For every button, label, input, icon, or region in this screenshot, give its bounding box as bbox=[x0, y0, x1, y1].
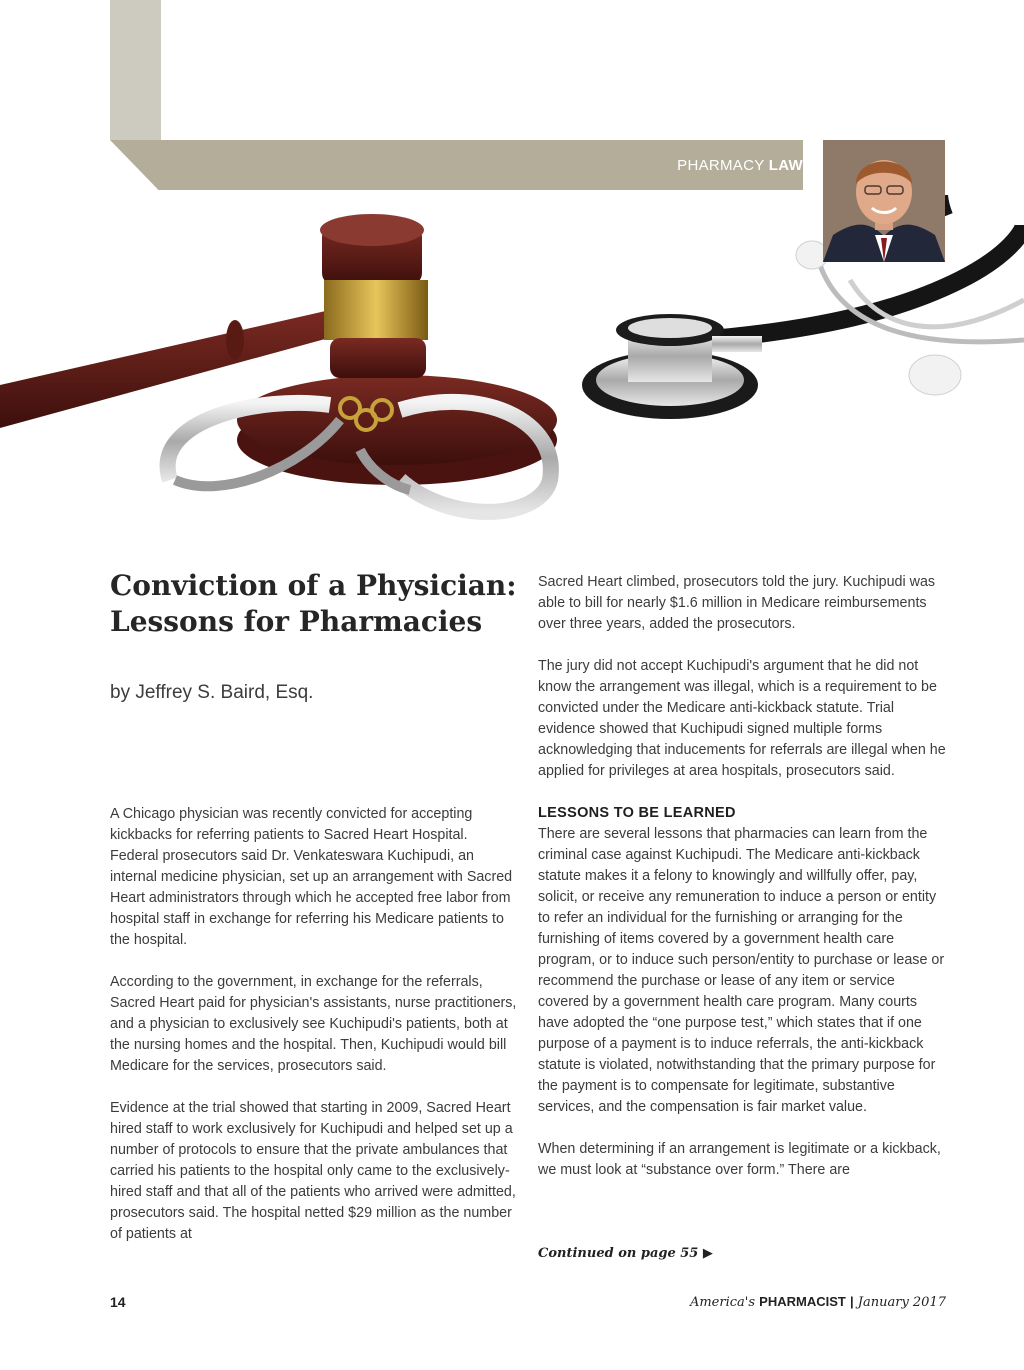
section-subheading: LESSONS TO BE LEARNED bbox=[538, 805, 736, 821]
header-accent-bar bbox=[110, 0, 161, 140]
article-column-left bbox=[110, 804, 520, 1266]
article-column-right bbox=[538, 572, 948, 1202]
body-paragraph: Sacred Heart climbed, prosecutors told the jury. Kuchipudi was able to bill for nearly $1.6 million in Medicare reimbursements over three years, added the prosecutors. bbox=[538, 574, 936, 632]
continued-link[interactable]: Continued on page 55 ▶ bbox=[538, 1246, 713, 1261]
section-label bbox=[677, 157, 803, 174]
issue-date: January 2017 bbox=[857, 1295, 946, 1310]
section-label-bold: LAW bbox=[768, 157, 803, 174]
section-label-light: PHARMACY bbox=[677, 157, 765, 174]
body-paragraph: Evidence at the trial showed that starting in 2009, Sacred Heart hired staff to work exclusively for Kuchipudi and helped set up a number of protocols to ensure that the private ambulances that carried his patients to the hospital only came to the exclusively-hired staff and that all of the patients who arrived were admitted, prosecutors said. The hospital netted $29 million as the number of patients at bbox=[110, 1100, 516, 1242]
article-byline: by Jeffrey S. Baird, Esq. bbox=[110, 682, 314, 703]
magazine-name-italic: America's bbox=[689, 1295, 756, 1310]
author-photo bbox=[823, 140, 945, 262]
footer-publication bbox=[690, 1294, 946, 1310]
body-paragraph: A Chicago physician was recently convicted for accepting kickbacks for referring patients to Sacred Heart Hospital. Federal prosecutors said Dr. Venkateswara Kuchipudi, an internal medicine physician, set up an arrangement with Sacred Heart administrators through which he accepted free labor from hospital staff in exchange for referring his Medicare patients to the hospital. bbox=[110, 806, 513, 948]
footer-separator: | bbox=[849, 1294, 854, 1309]
body-paragraph: There are several lessons that pharmacies can learn from the criminal case against Kuchipudi. The Medicare anti-kickback statute makes it a felony to knowingly and willfully offer, pay, solicit, or receive any remuneration to induce a person or entity to refer an individual for the furnishing or arranging for the furnishing of items covered by a government health care program, or to induce such person/entity to purchase or lease or recommend the purchase or lease of any item or service covered by a government health care program. Many courts have adopted the “one purpose test,” which states that if one purpose of a payment is to induce referrals, the anti-kickback statute is violated, notwithstanding that the primary purpose for the payment is to compensate for legitimate, substantive services, and the compensation is fair market value. bbox=[538, 826, 945, 1115]
article-title: Conviction of a Physician: Lessons for Pharmacies bbox=[110, 569, 517, 638]
body-paragraph: The jury did not accept Kuchipudi's argument that he did not know the arrangement was illegal, which is a requirement to be convicted under the Medicare anti-kickback statute. Trial evidence showed that Kuchipudi signed multiple forms acknowledging that inducements for referrals are illegal when he applied for privileges at area hospitals, prosecutors said. bbox=[538, 658, 946, 779]
page-number: 14 bbox=[110, 1294, 126, 1310]
body-paragraph: When determining if an arrangement is legitimate or a kickback, we must look at “substance over form.” There are bbox=[538, 1141, 941, 1178]
magazine-name-bold: PHARMACIST bbox=[759, 1294, 846, 1309]
body-paragraph: According to the government, in exchange for the referrals, Sacred Heart paid for physician's assistants, nurse practitioners, and a physician to exclusively see Kuchipudi's patients, both at the nursing homes and the hospital. Then, Kuchipudi would bill Medicare for the services, prosecutors said. bbox=[110, 974, 517, 1074]
